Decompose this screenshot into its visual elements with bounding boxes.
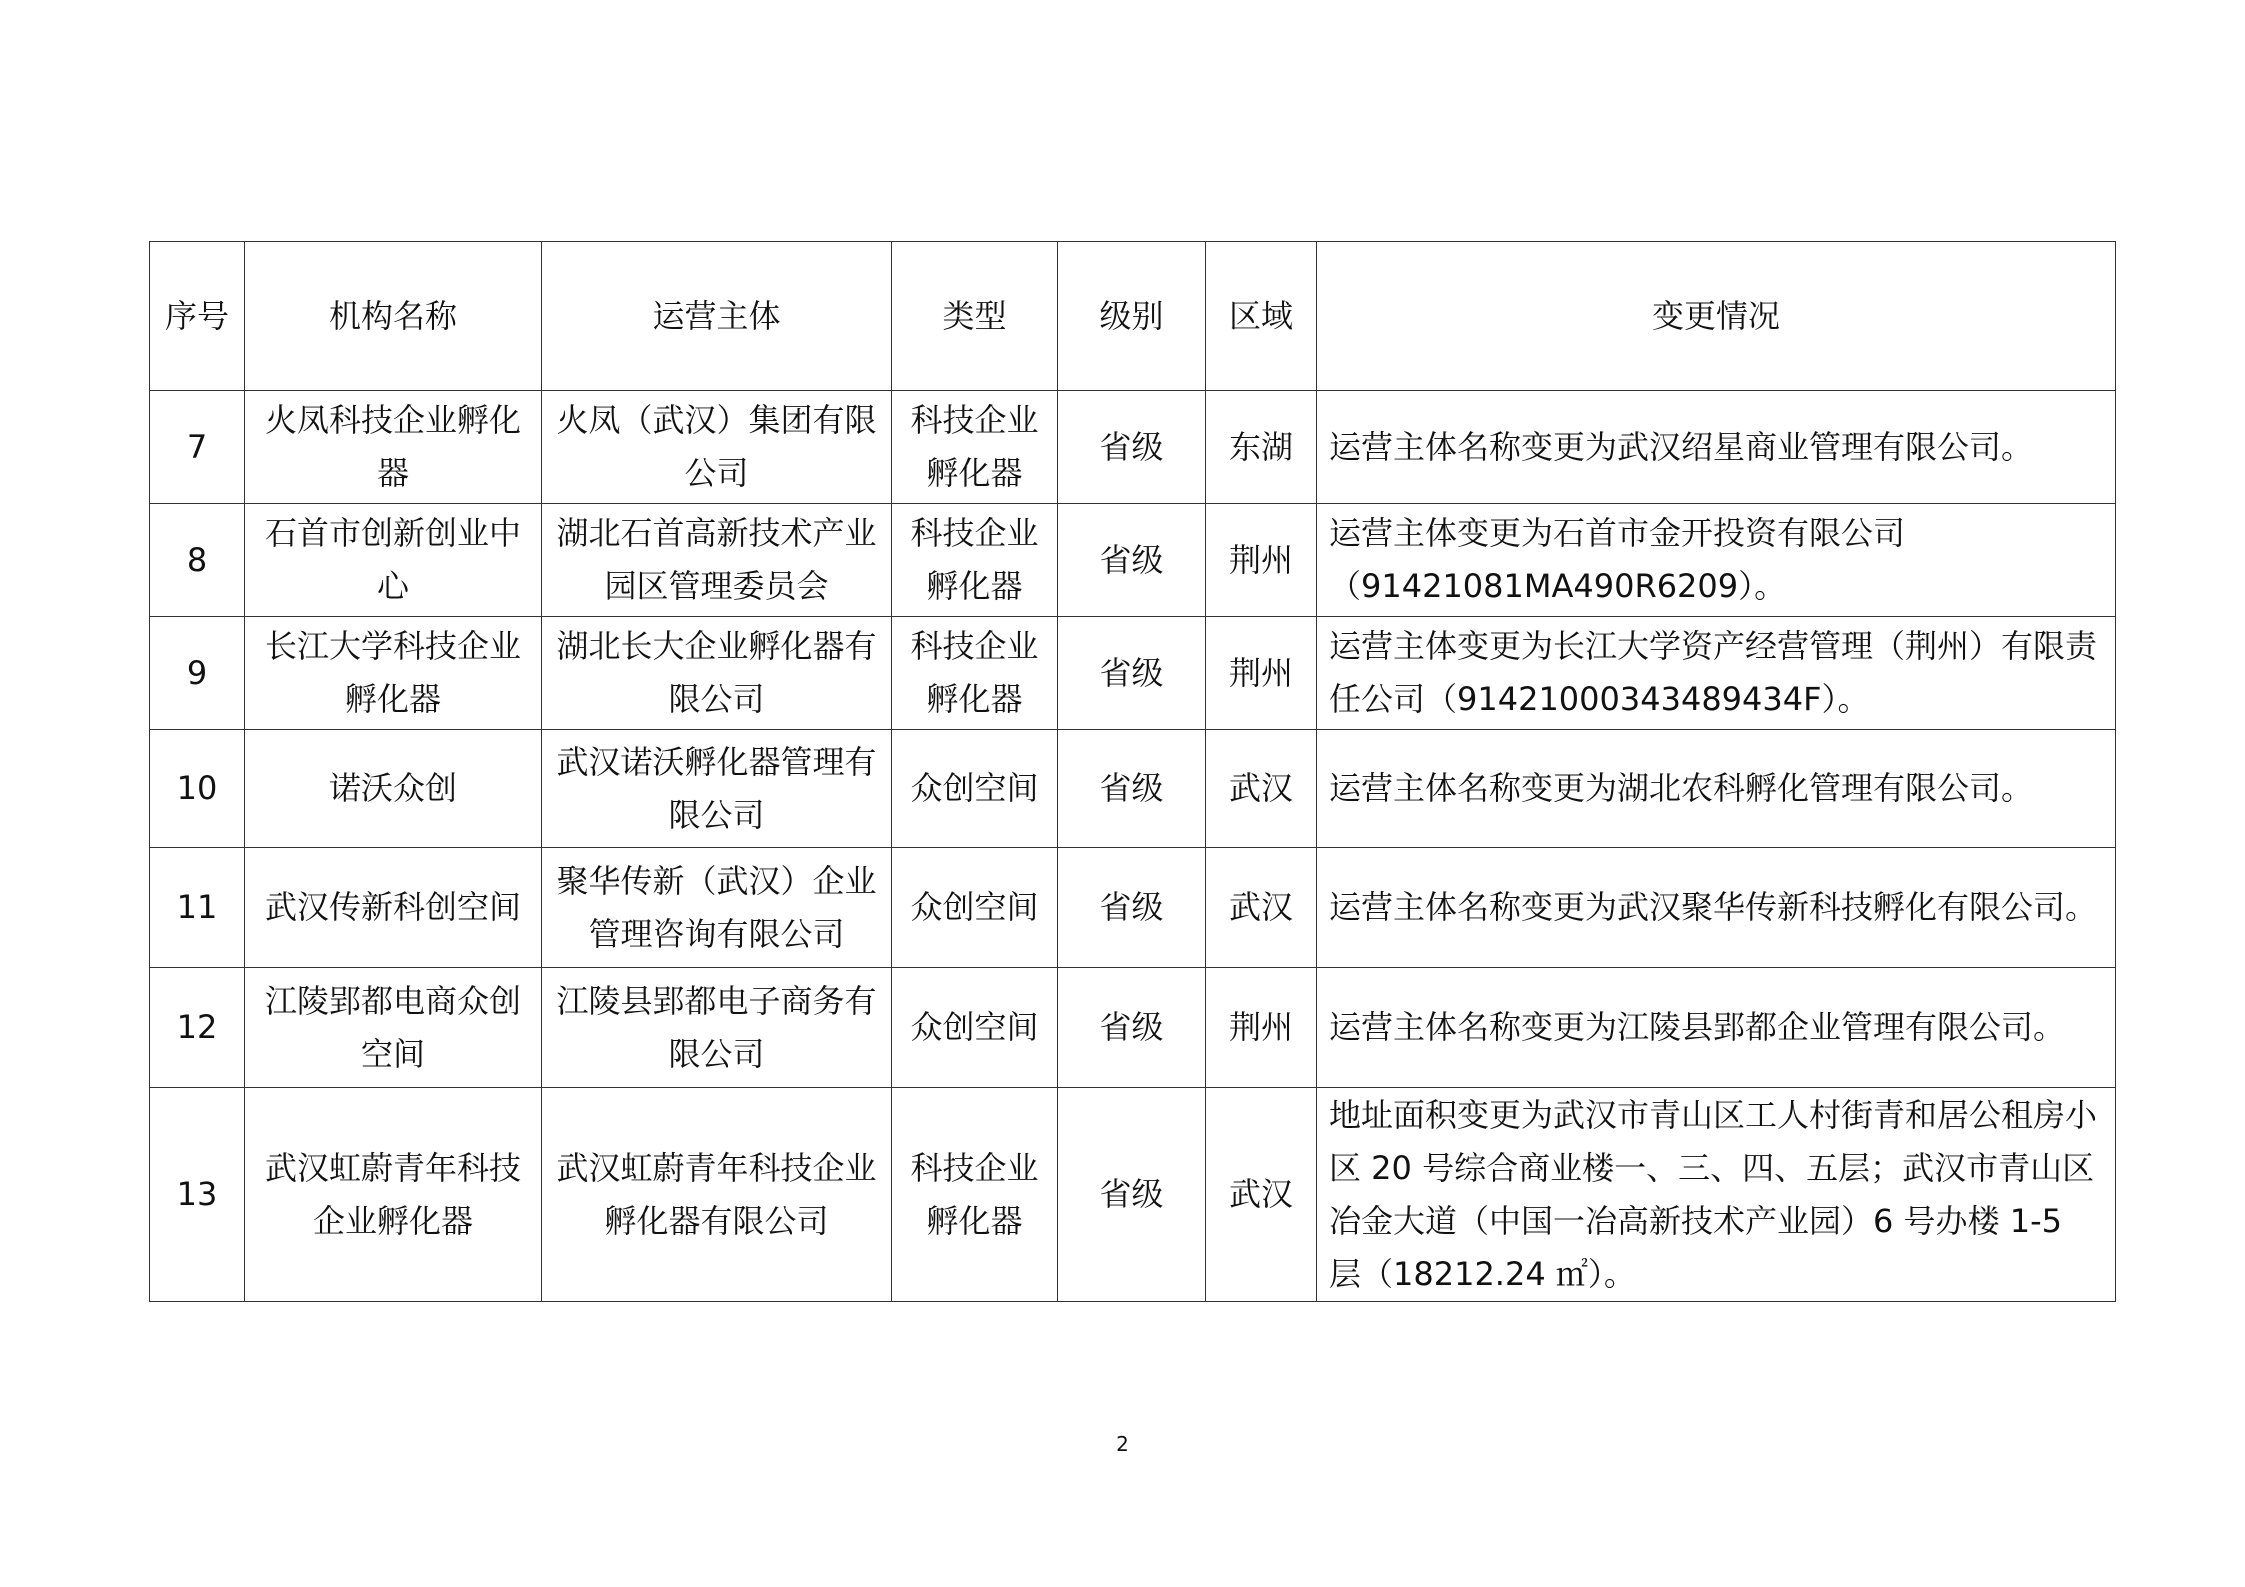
cell-name: 武汉虹蔚青年科技企业孵化器 xyxy=(245,1088,542,1302)
cell-level: 省级 xyxy=(1058,391,1206,504)
header-cell-level: 级别 xyxy=(1058,242,1206,391)
table-row xyxy=(150,848,2116,968)
cell-operator: 湖北石首高新技术产业园区管理委员会 xyxy=(542,504,892,617)
cell-operator: 聚华传新（武汉）企业管理咨询有限公司 xyxy=(542,848,892,968)
page-number: 2 xyxy=(1116,1432,1129,1456)
cell-operator: 火凤（武汉）集团有限公司 xyxy=(542,391,892,504)
header-cell-change: 变更情况 xyxy=(1317,242,2116,391)
cell-change: 运营主体名称变更为武汉聚华传新科技孵化有限公司。 xyxy=(1317,848,2116,968)
header-cell-operator: 运营主体 xyxy=(542,242,892,391)
cell-no: 8 xyxy=(150,504,245,617)
cell-level: 省级 xyxy=(1058,968,1206,1088)
cell-no: 9 xyxy=(150,617,245,730)
cell-operator: 武汉诺沃孵化器管理有限公司 xyxy=(542,730,892,848)
cell-type: 科技企业孵化器 xyxy=(892,504,1058,617)
cell-region: 荆州 xyxy=(1206,617,1317,730)
change-table xyxy=(149,241,2116,1302)
cell-type: 科技企业孵化器 xyxy=(892,617,1058,730)
cell-level: 省级 xyxy=(1058,848,1206,968)
cell-level: 省级 xyxy=(1058,730,1206,848)
table-row xyxy=(150,504,2116,617)
cell-region: 东湖 xyxy=(1206,391,1317,504)
cell-operator: 江陵县郢都电子商务有限公司 xyxy=(542,968,892,1088)
cell-name: 武汉传新科创空间 xyxy=(245,848,542,968)
cell-level: 省级 xyxy=(1058,504,1206,617)
cell-region: 武汉 xyxy=(1206,1088,1317,1302)
table-row xyxy=(150,391,2116,504)
cell-type: 众创空间 xyxy=(892,968,1058,1088)
table-row xyxy=(150,1088,2116,1302)
cell-type: 科技企业孵化器 xyxy=(892,1088,1058,1302)
header-cell-region: 区域 xyxy=(1206,242,1317,391)
table-header-row xyxy=(150,242,2116,391)
cell-region: 荆州 xyxy=(1206,504,1317,617)
cell-no: 12 xyxy=(150,968,245,1088)
cell-no: 13 xyxy=(150,1088,245,1302)
header-cell-no: 序号 xyxy=(150,242,245,391)
table-row xyxy=(150,968,2116,1088)
cell-name: 火凤科技企业孵化器 xyxy=(245,391,542,504)
header-cell-name: 机构名称 xyxy=(245,242,542,391)
cell-region: 武汉 xyxy=(1206,730,1317,848)
table-row xyxy=(150,730,2116,848)
cell-name: 石首市创新创业中心 xyxy=(245,504,542,617)
cell-name: 诺沃众创 xyxy=(245,730,542,848)
cell-name: 长江大学科技企业孵化器 xyxy=(245,617,542,730)
header-cell-type: 类型 xyxy=(892,242,1058,391)
cell-region: 武汉 xyxy=(1206,848,1317,968)
cell-type: 众创空间 xyxy=(892,848,1058,968)
table-row xyxy=(150,617,2116,730)
cell-change: 运营主体变更为长江大学资产经营管理（荆州）有限责任公司（914210003434894​34F）。 xyxy=(1317,617,2116,730)
cell-change: 运营主体名称变更为湖北农科孵化管理有限公司。 xyxy=(1317,730,2116,848)
cell-no: 7 xyxy=(150,391,245,504)
cell-operator: 湖北长大企业孵化器有限公司 xyxy=(542,617,892,730)
cell-change: 运营主体名称变更为武汉绍星商业管理有限公司。 xyxy=(1317,391,2116,504)
cell-level: 省级 xyxy=(1058,617,1206,730)
cell-change: 运营主体变更为石首市金开投资有限公司（91421081MA490R6209）。 xyxy=(1317,504,2116,617)
cell-level: 省级 xyxy=(1058,1088,1206,1302)
cell-no: 11 xyxy=(150,848,245,968)
cell-type: 科技企业孵化器 xyxy=(892,391,1058,504)
cell-change: 运营主体名称变更为江陵县郢都企业管理有限公司。 xyxy=(1317,968,2116,1088)
cell-type: 众创空间 xyxy=(892,730,1058,848)
cell-no: 10 xyxy=(150,730,245,848)
cell-name: 江陵郢都电商众创空间 xyxy=(245,968,542,1088)
cell-region: 荆州 xyxy=(1206,968,1317,1088)
cell-operator: 武汉虹蔚青年科技企业孵化器有限公司 xyxy=(542,1088,892,1302)
cell-change: 地址面积变更为武汉市青山区工人村街青和居公租房小区 20 号综合商业楼一、三、四、五层；武汉市青山区冶金大道（中国一冶高新技术产业园）6 号办楼 1-5 层（18212.24 ㎡）。 xyxy=(1317,1088,2116,1302)
